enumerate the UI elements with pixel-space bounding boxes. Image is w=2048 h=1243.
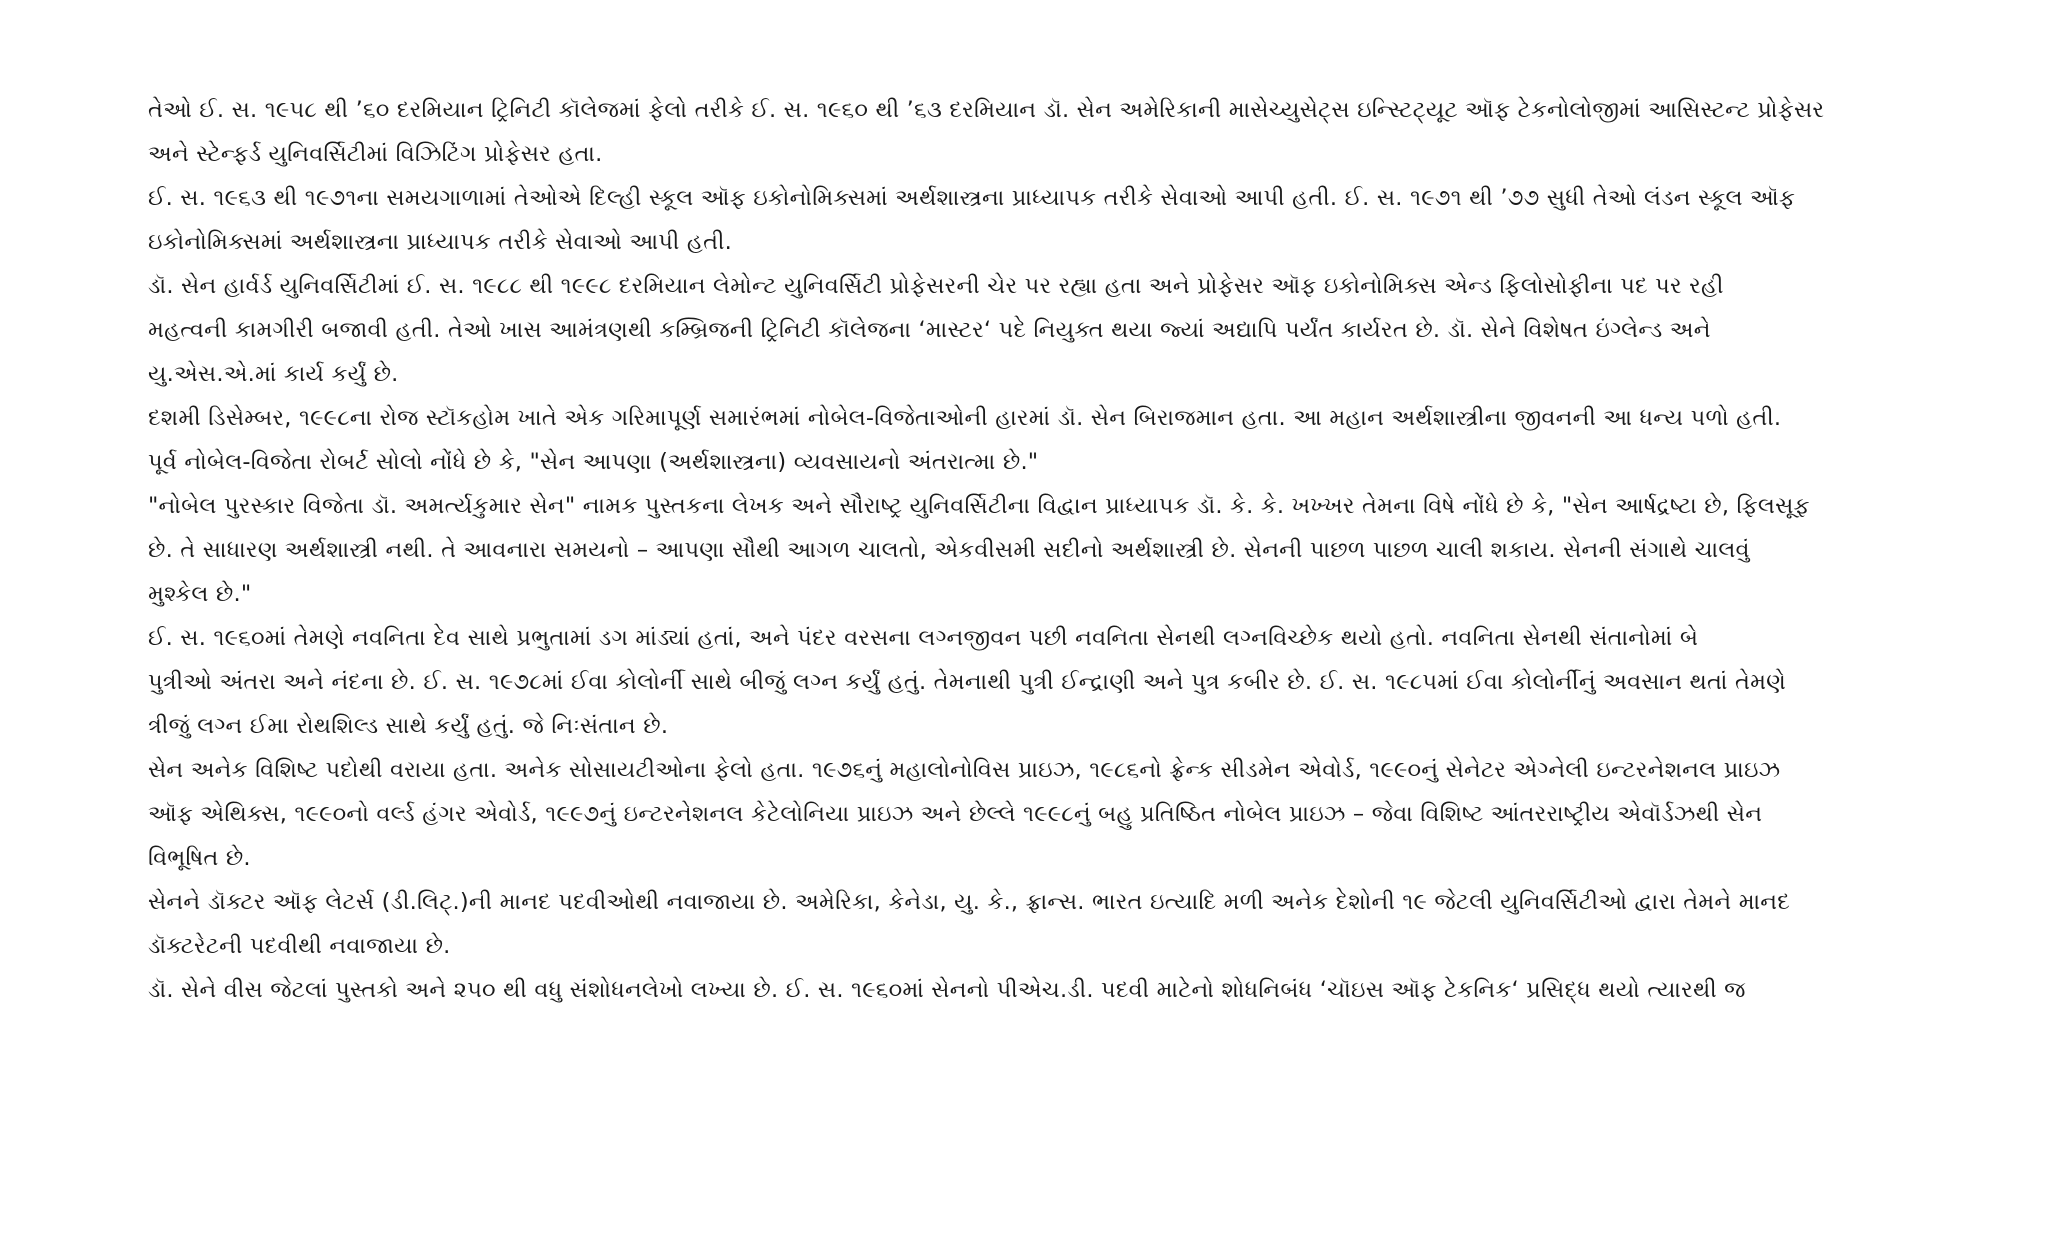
paragraph-9 bbox=[148, 968, 1978, 1012]
paragraph-2 bbox=[148, 176, 1978, 264]
text-line: મુશ્કેલ છે." bbox=[148, 581, 252, 607]
paragraph-5 bbox=[148, 484, 1978, 616]
paragraph-1 bbox=[148, 88, 1978, 176]
text-line: ડૉ. સેને વીસ જેટલાં પુસ્તકો અને ૨૫૦ થી વધુ સંશોધનલેખો લખ્યા છે. ઈ. સ. ૧૯૬૦માં સેનનો પીએચ.ડી. પદવી માટેનો શોધનિબંધ ‘ચૉઇસ ઑફ ટેકનિક‘ પ્રસિદ્ધ થયો ત્યારથી જ bbox=[148, 977, 1746, 1003]
text-line: તેઓ ઈ. સ. ૧૯૫૮ થી ’૬૦ દરમિયાન ટ્રિનિટી કૉલેજમાં ફેલો તરીકે ઈ. સ. ૧૯૬૦ થી ’૬૩ દરમિયાન ડૉ. સેન અમેરિકાની માસેચ્યુસેટ્સ ઇન્સ્ટિટ્યૂટ ઑફ ટેકનોલોજીમાં આસિસ્ટન્ટ પ્રોફેસર bbox=[148, 97, 1825, 123]
text-line: ડૉ. સેન હાર્વર્ડ યુનિવર્સિટીમાં ઈ. સ. ૧૯૮૮ થી ૧૯૯૮ દરમિયાન લેમોન્ટ યુનિવર્સિટી પ્રોફેસરની ચેર પર રહ્યા હતા અને પ્રોફેસર ઑફ ઇકોનોમિક્સ એન્ડ ફિલોસોફીના પદ પર રહી bbox=[148, 273, 1724, 299]
text-line: ઑફ એથિક્સ, ૧૯૯૦નો વર્લ્ડ હંગર એવોર્ડ, ૧૯૯૭નું ઇન્ટરનેશનલ કેટેલોનિયા પ્રાઇઝ અને છેલ્લે ૧૯૯૮નું બહુ પ્રતિષ્ઠિત નોબેલ પ્રાઇઝ – જેવા વિશિષ્ટ આંતરરાષ્ટ્રીય એવૉર્ડઝથી સેન bbox=[148, 801, 1763, 827]
text-line: વિભૂષિત છે. bbox=[148, 845, 251, 871]
paragraph-8 bbox=[148, 880, 1978, 968]
text-line: "નોબેલ પુરસ્કાર વિજેતા ડૉ. અમર્ત્યકુમાર સેન" નામક પુસ્તકના લેખક અને સૌરાષ્ટ્ર યુનિવર્સિટીના વિદ્વાન પ્રાધ્યાપક ડૉ. કે. કે. ખખ્ખર તેમના વિષે નોંધે છે કે, "સેન આર્ષદ્રષ્ટા છે, ફિલસૂફ bbox=[148, 493, 1810, 519]
text-line: પુત્રીઓ અંતરા અને નંદના છે. ઈ. સ. ૧૯૭૮માં ઈવા કોલોર્ની સાથે બીજું લગ્ન કર્યું હતું. તેમનાથી પુત્રી ઈન્દ્રાણી અને પુત્ર કબીર છે. ઈ. સ. ૧૯૮૫માં ઈવા કોલોર્નીનું અવસાન થતાં તેમણે bbox=[148, 669, 1787, 695]
text-line: દશમી ડિસેમ્બર, ૧૯૯૮ના રોજ સ્ટૉકહોમ ખાતે એક ગરિમાપૂર્ણ સમારંભમાં નોબેલ-વિજેતાઓની હારમાં ડૉ. સેન બિરાજમાન હતા. આ મહાન અર્થશાસ્ત્રીના જીવનની આ ધન્ય પળો હતી. bbox=[148, 405, 1782, 431]
paragraph-3 bbox=[148, 264, 1978, 396]
text-line: ઇકોનોમિક્સમાં અર્થશાસ્ત્રના પ્રાધ્યાપક તરીકે સેવાઓ આપી હતી. bbox=[148, 229, 732, 255]
text-line: છે. તે સાધારણ અર્થશાસ્ત્રી નથી. તે આવનારા સમયનો – આપણા સૌથી આગળ ચાલતો, એકવીસમી સદીનો અર્થશાસ્ત્રી છે. સેનની પાછળ પાછળ ચાલી શકાય. સેનની સંગાથે ચાલવું bbox=[148, 537, 1750, 563]
paragraph-6 bbox=[148, 616, 1978, 748]
text-line: સેન અનેક વિશિષ્ટ પદોથી વરાયા હતા. અનેક સોસાયટીઓના ફેલો હતા. ૧૯૭૬નું મહાલોનોવિસ પ્રાઇઝ, ૧૯૮૬નો ફ્રેન્ક સીડમેન એવોર્ડ, ૧૯૯૦નું સેનેટર એગ્નેલી ઇન્ટરનેશનલ પ્રાઇઝ bbox=[148, 757, 1781, 783]
text-line: યુ.એસ.એ.માં કાર્ય કર્યું છે. bbox=[148, 361, 399, 387]
document-body bbox=[148, 88, 1978, 1012]
paragraph-4 bbox=[148, 396, 1978, 484]
paragraph-7 bbox=[148, 748, 1978, 880]
text-line: ઈ. સ. ૧૯૬૩ થી ૧૯૭૧ના સમયગાળામાં તેઓએ દિલ્હી સ્કૂલ ઑફ ઇકોનોમિક્સમાં અર્થશાસ્ત્રના પ્રાધ્યાપક તરીકે સેવાઓ આપી હતી. ઈ. સ. ૧૯૭૧ થી ’૭૭ સુધી તેઓ લંડન સ્કૂલ ઑફ bbox=[148, 185, 1796, 211]
text-line: પૂર્વ નોબેલ-વિજેતા રોબર્ટ સોલો નોંધે છે કે, "સેન આપણા (અર્થશાસ્ત્રના) વ્યવસાયનો અંતરાત્મા છે." bbox=[148, 449, 1039, 475]
text-line: અને સ્ટેન્ફર્ડ યુનિવર્સિટીમાં વિઝિટિંગ પ્રોફેસર હતા. bbox=[148, 141, 603, 167]
text-line: મહત્વની કામગીરી બજાવી હતી. તેઓ ખાસ આમંત્રણથી કમ્બ્રિજની ટ્રિનિટી કૉલેજના ‘માસ્ટર‘ પદે નિયુક્ત થયા જ્યાં અદ્યાપિ પર્યંત કાર્યરત છે. ડૉ. સેને વિશેષત ઇંગ્લેન્ડ અને bbox=[148, 317, 1711, 343]
text-line: ઈ. સ. ૧૯૬૦માં તેમણે નવનિતા દેવ સાથે પ્રભુતામાં ડગ માંડ્યાં હતાં, અને પંદર વરસના લગ્નજીવન પછી નવનિતા સેનથી લગ્નવિચ્છેક થયો હતો. નવનિતા સેનથી સંતાનોમાં બે bbox=[148, 625, 1699, 651]
text-line: ત્રીજું લગ્ન ઈમા રોથશિલ્ડ સાથે કર્યું હતું. જે નિઃસંતાન છે. bbox=[148, 713, 669, 739]
text-line: ડૉક્ટરેટની પદવીથી નવાજાયા છે. bbox=[148, 933, 451, 959]
text-line: સેનને ડૉક્ટર ઑફ લેટર્સ (ડી.લિટ્.)ની માનદ પદવીઓથી નવાજાયા છે. અમેરિકા, કેનેડા, યુ. કે., ફ્રાન્સ. ભારત ઇત્યાદિ મળી અનેક દેશોની ૧૯ જેટલી યુનિવર્સિટીઓ દ્વારા તેમને માનદ bbox=[148, 889, 1791, 915]
